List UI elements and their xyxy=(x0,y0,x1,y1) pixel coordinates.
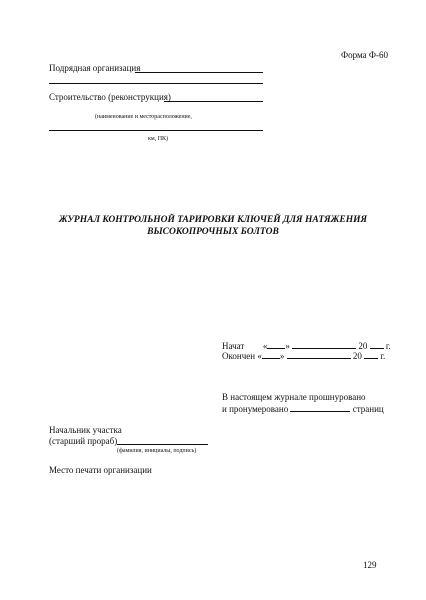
journal-title-line-1: ЖУРНАЛ КОНТРОЛЬНОЙ ТАРИРОВКИ КЛЮЧЕЙ ДЛЯ НАТЯЖЕНИЯ xyxy=(58,215,368,225)
finished-month-field[interactable] xyxy=(287,350,351,359)
journal-title-line-2: ВЫСОКОПРОЧНЫХ БОЛТОВ xyxy=(147,227,279,237)
started-year-field[interactable] xyxy=(370,340,384,349)
finished-year-field[interactable] xyxy=(364,350,378,359)
started-open-quote: « xyxy=(262,341,268,351)
contractor-field-line[interactable] xyxy=(135,72,263,73)
started-label: Начат xyxy=(222,341,245,351)
chief-title-line-2: (старший прораб) xyxy=(49,436,118,446)
construction-caption-2: км, ПК) xyxy=(148,136,169,142)
finished-label: Окончен xyxy=(222,351,256,361)
form-code: Форма Ф-60 xyxy=(341,50,388,60)
chief-title-line-1: Начальник участка xyxy=(49,425,122,435)
binding-note-end: страниц xyxy=(352,404,384,414)
construction-label: Строительство (реконструкция) xyxy=(49,92,171,102)
contractor-field-line-2[interactable] xyxy=(49,83,263,84)
finished-year-prefix: 20 xyxy=(352,351,362,361)
started-year-suffix: г. xyxy=(385,341,391,351)
finished-close-quote: » xyxy=(279,351,285,361)
binding-note-row xyxy=(222,403,384,415)
construction-field-line[interactable] xyxy=(164,101,263,102)
contractor-label: Подрядная организация xyxy=(49,63,141,73)
page-count-field[interactable] xyxy=(290,403,350,412)
seal-label: Место печати организации xyxy=(49,465,152,475)
construction-field-line-2[interactable] xyxy=(49,130,263,131)
page-number: 129 xyxy=(363,560,377,570)
finished-row xyxy=(222,350,385,362)
started-close-quote: » xyxy=(285,341,290,351)
finished-year-suffix: г. xyxy=(380,351,386,361)
chief-signature-line[interactable] xyxy=(117,444,208,445)
started-year-prefix: 20 xyxy=(358,341,368,351)
construction-caption: (наименование и месторасположение, xyxy=(95,114,192,120)
started-day-field[interactable] xyxy=(267,340,285,349)
chief-caption: (фамилия, инициалы, подпись) xyxy=(117,448,197,454)
started-month-field[interactable] xyxy=(292,340,356,349)
binding-note-start: и пронумеровано xyxy=(222,404,289,414)
finished-open-quote: « xyxy=(257,351,262,361)
binding-note-line-1: В настоящем журнале прошнуровано xyxy=(222,392,366,402)
finished-day-field[interactable] xyxy=(262,350,280,359)
